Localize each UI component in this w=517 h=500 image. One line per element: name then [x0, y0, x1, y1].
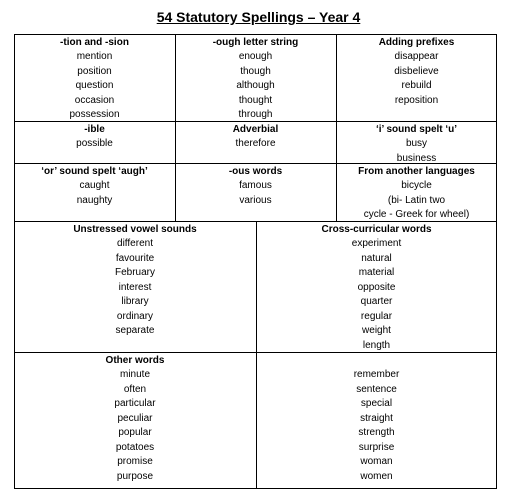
word: woman [360, 456, 393, 467]
cell-heading: -ough letter string [212, 37, 299, 48]
cell-other-languages [336, 164, 497, 223]
word: straight [360, 412, 393, 424]
cell-other-words [14, 353, 256, 484]
word: regular [360, 310, 393, 322]
word: natural [361, 252, 392, 264]
word: occasion [74, 94, 115, 106]
cell-adverbial [175, 122, 336, 152]
word: bicycle [401, 180, 432, 191]
word: busy [405, 138, 428, 149]
word: (bi- Latin two [387, 194, 446, 206]
word: naughty [76, 194, 113, 206]
cell-ough [175, 35, 336, 123]
word: caught [79, 180, 110, 191]
word: different [117, 238, 153, 249]
word: ordinary [116, 310, 154, 322]
cell-heading: Cross-curricular words [321, 224, 432, 235]
word: therefore [235, 138, 276, 149]
word: often [123, 383, 147, 395]
cell-heading: Other words [105, 355, 165, 366]
word: peculiar [117, 412, 153, 424]
cell-heading: -tion and -sion [60, 37, 129, 48]
cell-other-words-continued [256, 353, 497, 484]
word: sentence [356, 383, 397, 395]
cell-heading: ‘or’ sound spelt ‘augh’ [41, 166, 148, 177]
cell-ible [14, 122, 175, 152]
word: experiment [351, 238, 402, 249]
word: strength [358, 427, 395, 438]
word: famous [239, 180, 272, 191]
cell-cross-curricular [256, 222, 497, 353]
word: potatoes [115, 441, 155, 453]
word: special [360, 398, 393, 409]
word: library [121, 296, 149, 307]
cell-unstressed-vowels [14, 222, 256, 339]
cell-heading: Adverbial [232, 124, 279, 135]
cell-heading: -ible [84, 124, 105, 135]
cell-heading: ‘i’ sound spelt ‘u’ [375, 124, 458, 135]
word: remember [353, 369, 400, 380]
word: length [362, 339, 391, 351]
word: women [360, 470, 393, 482]
word: possession [69, 109, 120, 120]
word: although [236, 80, 275, 91]
cell-heading: Unstressed vowel sounds [73, 224, 197, 235]
word: February [114, 267, 155, 278]
cell-ous [175, 164, 336, 208]
word: possible [76, 138, 113, 149]
word: enough [238, 51, 273, 62]
word: though [240, 65, 271, 77]
word: question [75, 80, 114, 91]
cell-i-sound-u [336, 122, 497, 166]
word: material [358, 267, 395, 278]
page-title: 54 Statutory Spellings – Year 4 [156, 9, 361, 25]
word: rebuild [401, 80, 432, 91]
word: through [238, 109, 273, 120]
cell-tion-sion [14, 35, 175, 123]
word: business [396, 152, 437, 164]
cell-prefixes [336, 35, 497, 108]
word: particular [114, 398, 156, 409]
word: separate [115, 325, 155, 336]
cell-heading: -ous words [228, 166, 283, 177]
word: favourite [115, 252, 155, 264]
cell-heading [256, 353, 497, 368]
cell-heading: From another languages [358, 166, 475, 177]
word: opposite [357, 281, 396, 293]
word: minute [119, 369, 150, 380]
word: disbelieve [394, 65, 439, 77]
word: weight [362, 325, 391, 336]
word: interest [118, 281, 152, 293]
word: cycle - Greek for wheel) [363, 209, 470, 220]
word: surprise [358, 441, 395, 453]
word: purpose [116, 470, 154, 482]
cell-or-augh [14, 164, 175, 208]
word: popular [118, 427, 152, 438]
word: thought [238, 94, 273, 106]
cell-heading: Adding prefixes [378, 37, 455, 48]
word: position [77, 65, 112, 77]
word: mention [76, 51, 113, 62]
word: disappear [394, 51, 439, 62]
word: various [239, 194, 272, 206]
word: promise [117, 456, 153, 467]
word: reposition [394, 94, 439, 106]
word: quarter [360, 296, 393, 307]
